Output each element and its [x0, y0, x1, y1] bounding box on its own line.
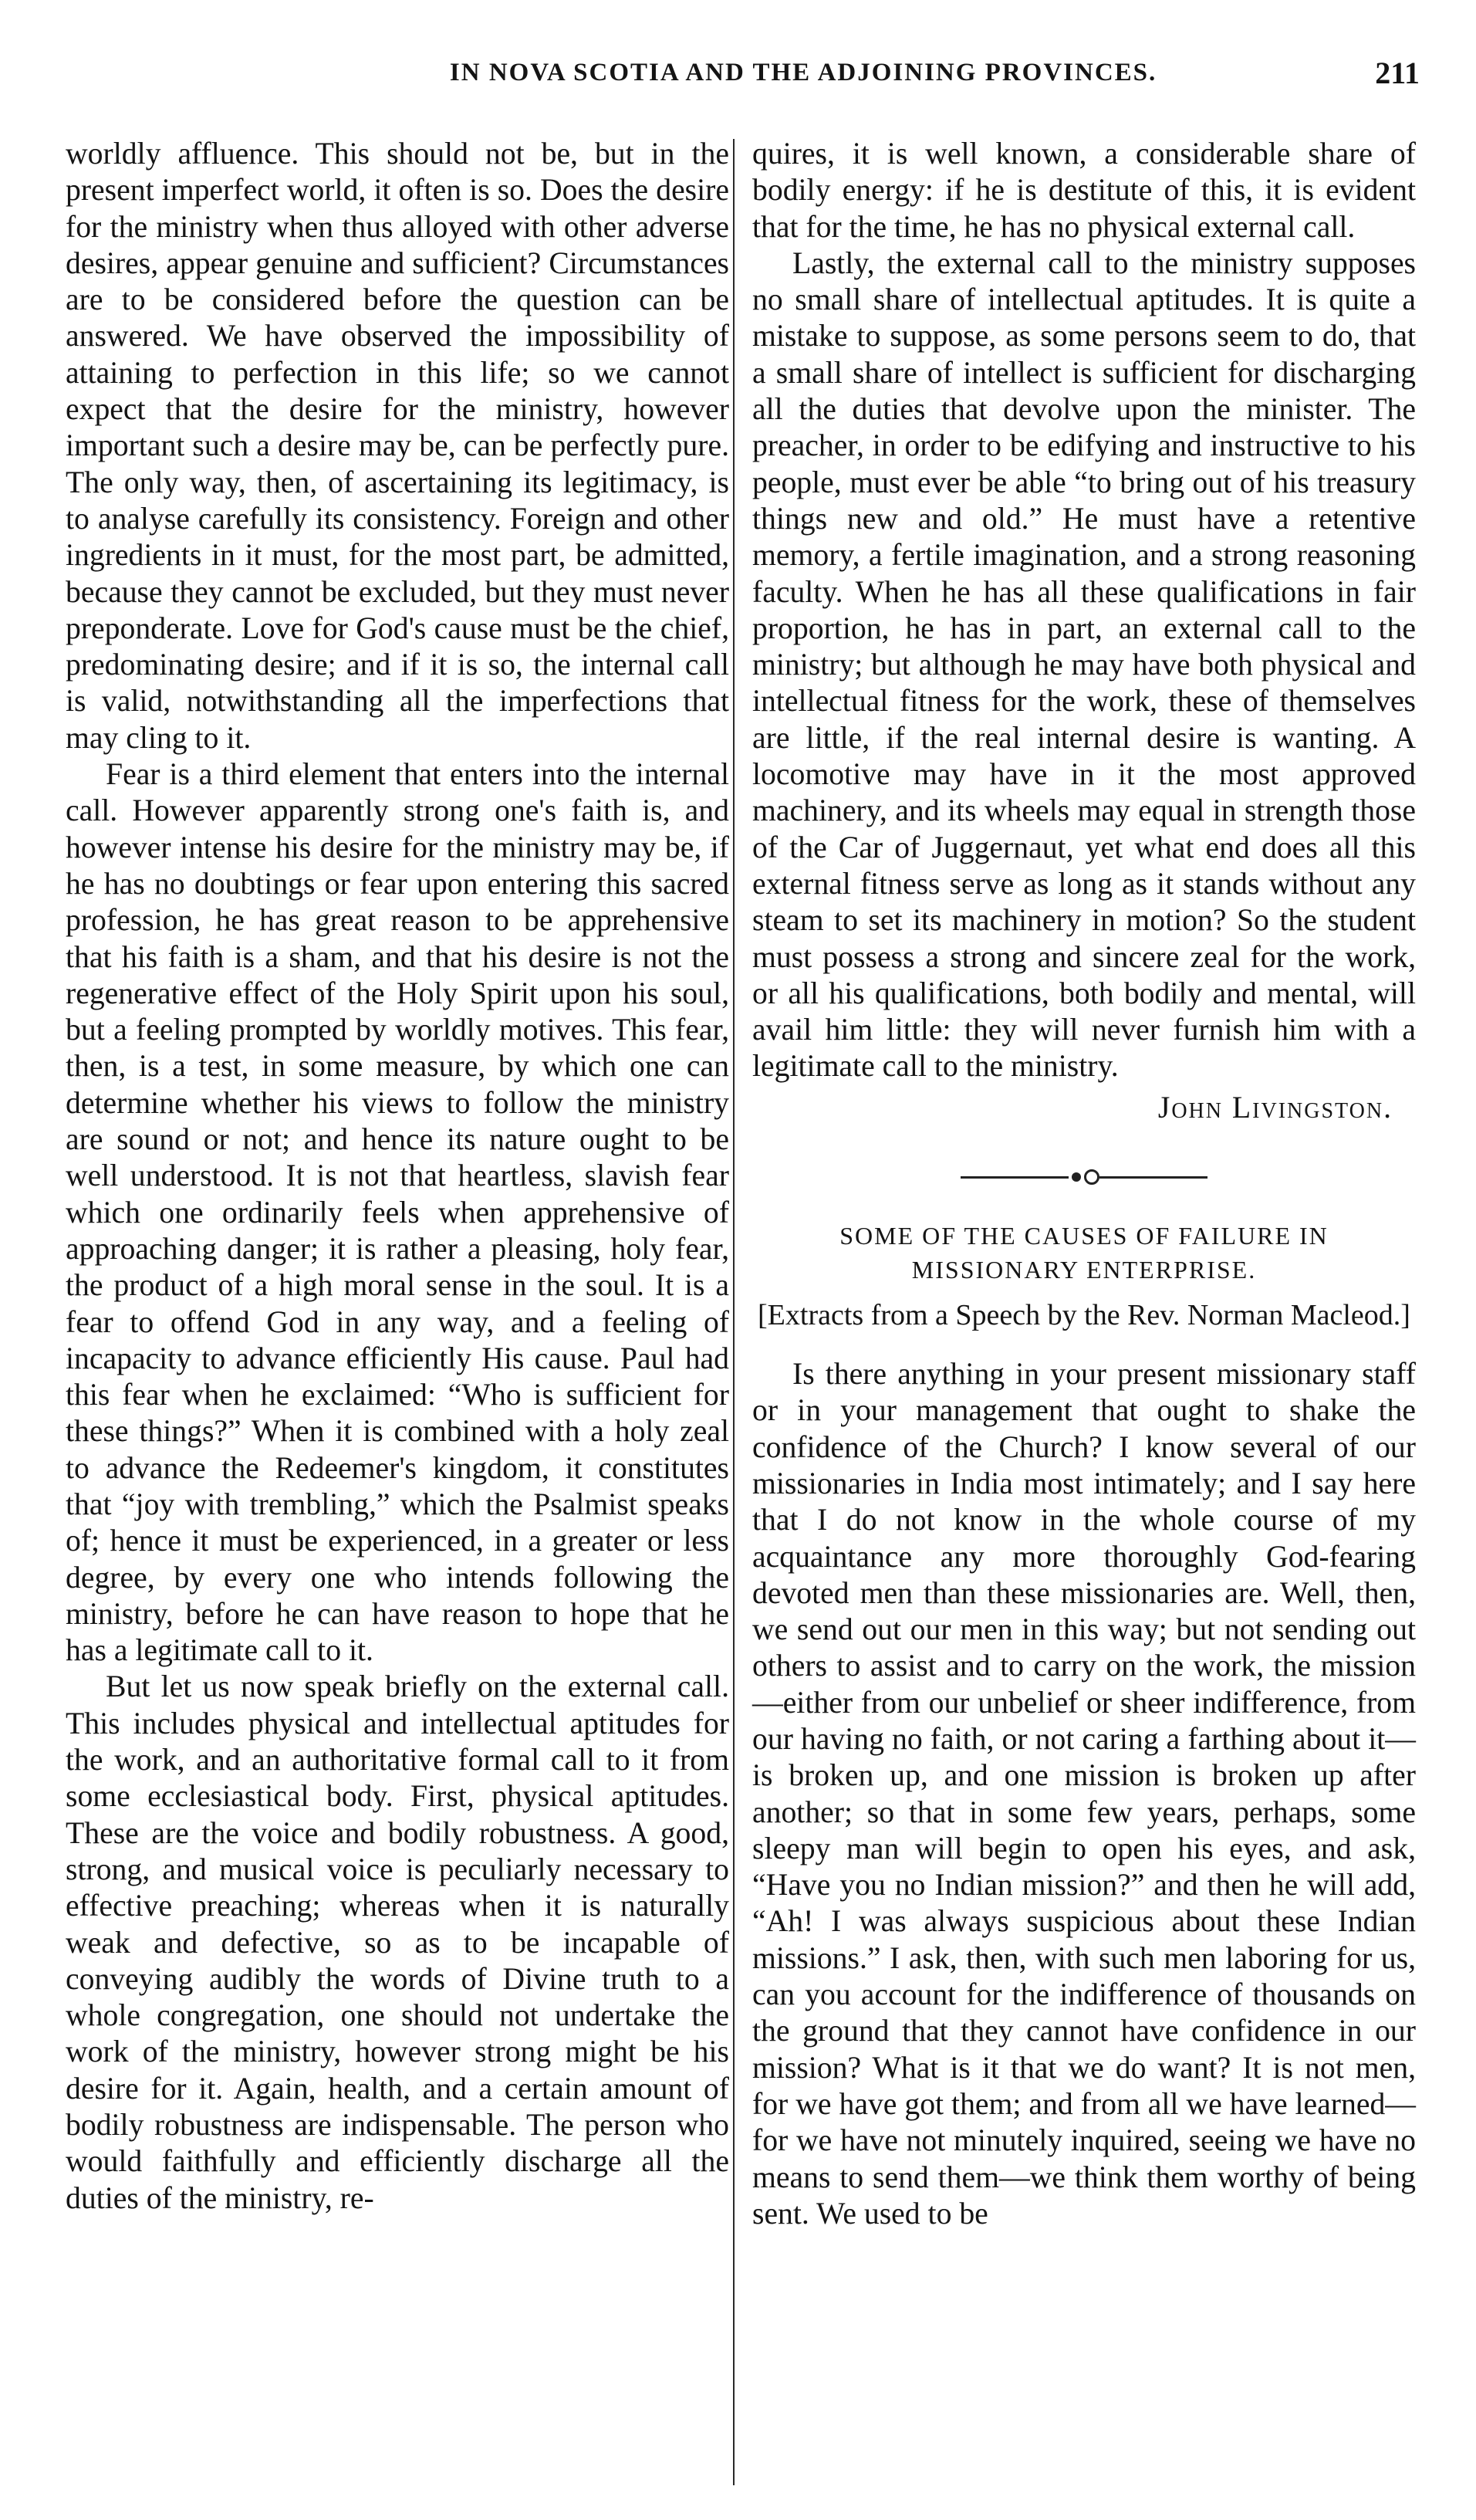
running-head-title: IN NOVA SCOTIA AND THE ADJOINING PROVINCES.: [449, 58, 1157, 86]
left-paragraph-1: worldly affluence. This should not be, but in the present imperfect world, it often is so. Does the desire for the ministry when thus alloyed with other adverse desires, appear genuine and sufficient? Circumstances are to be considered before the question can be answered. We have observed the impossibility of attaining to perfection in this life; so we cannot expect that the desire for the ministry, however important such a desire may be, can be perfectly pure. The only way, then, of ascertaining its legitimacy, is to analyse carefully its consistency. Foreign and other ingredients in it must, for the most part, be admitted, because they cannot be excluded, but they must never preponderate. Love for God's cause must be the chief, predominating desire; and if it is so, the internal call is valid, notwithstanding all the imperfections that may cling to it.: [66, 137, 729, 755]
section-divider: [752, 1169, 1416, 1185]
column-divider-rule: [733, 139, 735, 2485]
right-column: [752, 136, 1416, 2232]
author-signature: John Livingston.: [1157, 1090, 1393, 1125]
article-title: SOME OF THE CAUSES OF FAILURE IN MISSIONARY ENTERPRISE.: [839, 1222, 1329, 1284]
divider-dash-left: [961, 1176, 1069, 1179]
running-head: [62, 49, 1420, 96]
right-paragraph-2: Lastly, the external call to the ministry supposes no small share of intellectual aptitudes. It is quite a mistake to suppose, as some persons seem to do, that a small share of intellect is sufficient for discharging all the duties that devolve upon the minister. The preacher, in order to be edifying and instructive to his people, must ever be able “to bring out of his treasury things new and old.” He must have a retentive memory, a fertile imagination, and a strong reasoning faculty. When he has all these qualifications in fair proportion, he has in part, an external call to the ministry; but although he may have both physical and intellectual fitness for the work, these of themselves are little, if the real internal desire is wanting. A locomotive may have in it the most approved machinery, and its wheels may equal in strength those of the Car of Juggernaut, yet what end does all this external fitness serve as long as it stands without any steam to set its machinery in motion? So the student must possess a strong and sincere zeal for the work, or all his qualifications, both bodily and mental, will avail him little: they will never furnish him with a legitimate call to the ministry.: [752, 245, 1416, 1084]
divider-dash-right: [1099, 1176, 1207, 1179]
page-number: 211: [1375, 55, 1420, 90]
divider-dot: [1072, 1172, 1081, 1182]
article-source: [Extracts from a Speech by the Rev. Norman Macleod.]: [758, 1299, 1410, 1332]
left-column: [66, 136, 729, 2217]
left-paragraph-3: But let us now speak briefly on the external call. This includes physical and intellectual aptitudes for the work, and an authoritative formal call to it from some ecclesiastical body. First, physical aptitudes. These are the voice and bodily robustness. A good, strong, and musical voice is peculiarly necessary to effective preaching; whereas when it is naturally weak and defective, so as to be incapable of conveying audibly the words of Divine truth to a whole congregation, one should not undertake the work of the ministry, however strong might be his desire for it. Again, health, and a certain amount of bodily robustness are indispensable. The person who would faithfully and efficiently discharge all the duties of the ministry, re-: [66, 1669, 729, 2215]
right-paragraph-1: quires, it is well known, a considerable share of bodily energy: if he is destitute of this, it is evident that for the time, he has no physical external call.: [752, 137, 1416, 244]
left-paragraph-2: Fear is a third element that enters into the internal call. However apparently strong one's faith is, and however intense his desire for the ministry may be, if he has no doubtings or fear upon entering this sacred profession, he has great reason to be apprehensive that his faith is a sham, and that his desire is not the regenerative effect of the Holy Spirit upon his soul, but a feeling prompted by worldly motives. This fear, then, is a test, in some measure, by which one can determine whether his views to follow the ministry are sound or not; and hence its nature ought to be well understood. It is not that heartless, slavish fear which one ordinarily feels when apprehensive of approaching danger; it is rather a pleasing, holy fear, the product of a high moral sense in the soul. It is a fear to offend God in any way, and a feeling of incapacity to advance efficiently His cause. Paul had this fear when he exclaimed: “Who is sufficient for these things?” When it is combined with a holy zeal to advance the Redeemer's kingdom, it constitutes that “joy with trembling,” which the Psalmist speaks of; hence it must be experienced, in a greater or less degree, by every one who intends following the ministry, before he can have reason to hope that he has a legitimate call to it.: [66, 757, 729, 1668]
article-paragraph-1: Is there anything in your present missionary staff or in your management that ought to shake the confidence of the Church? I know several of our missionaries in India most intimately; and I say here that I do not know in the whole course of my acquaintance any more thoroughly God-fearing devoted men than these missionaries are. Well, then, we send out our men in this way; but not sending out others to assist and to carry on the work, the mission—either from our unbelief or sheer indifference, from our having no faith, or not caring a farthing about it—is broken up, and one mission is broken up after another; so that in some few years, perhaps, some sleepy man will begin to open his eyes, and ask, “Have you no Indian mission?” and then he will add, “Ah! I was always suspicious about these Indian missions.” I ask, then, with such men laboring for us, can you account for the indifference of thousands on the ground that they cannot have confidence in our mission? What is it that we do want? It is not men, for we have got them; and from all we have learned—for we have not minutely inquired, seeing we have no means to send them—we think them worthy of being sent. We used to be: [752, 1357, 1416, 2231]
divider-ring: [1084, 1169, 1099, 1185]
